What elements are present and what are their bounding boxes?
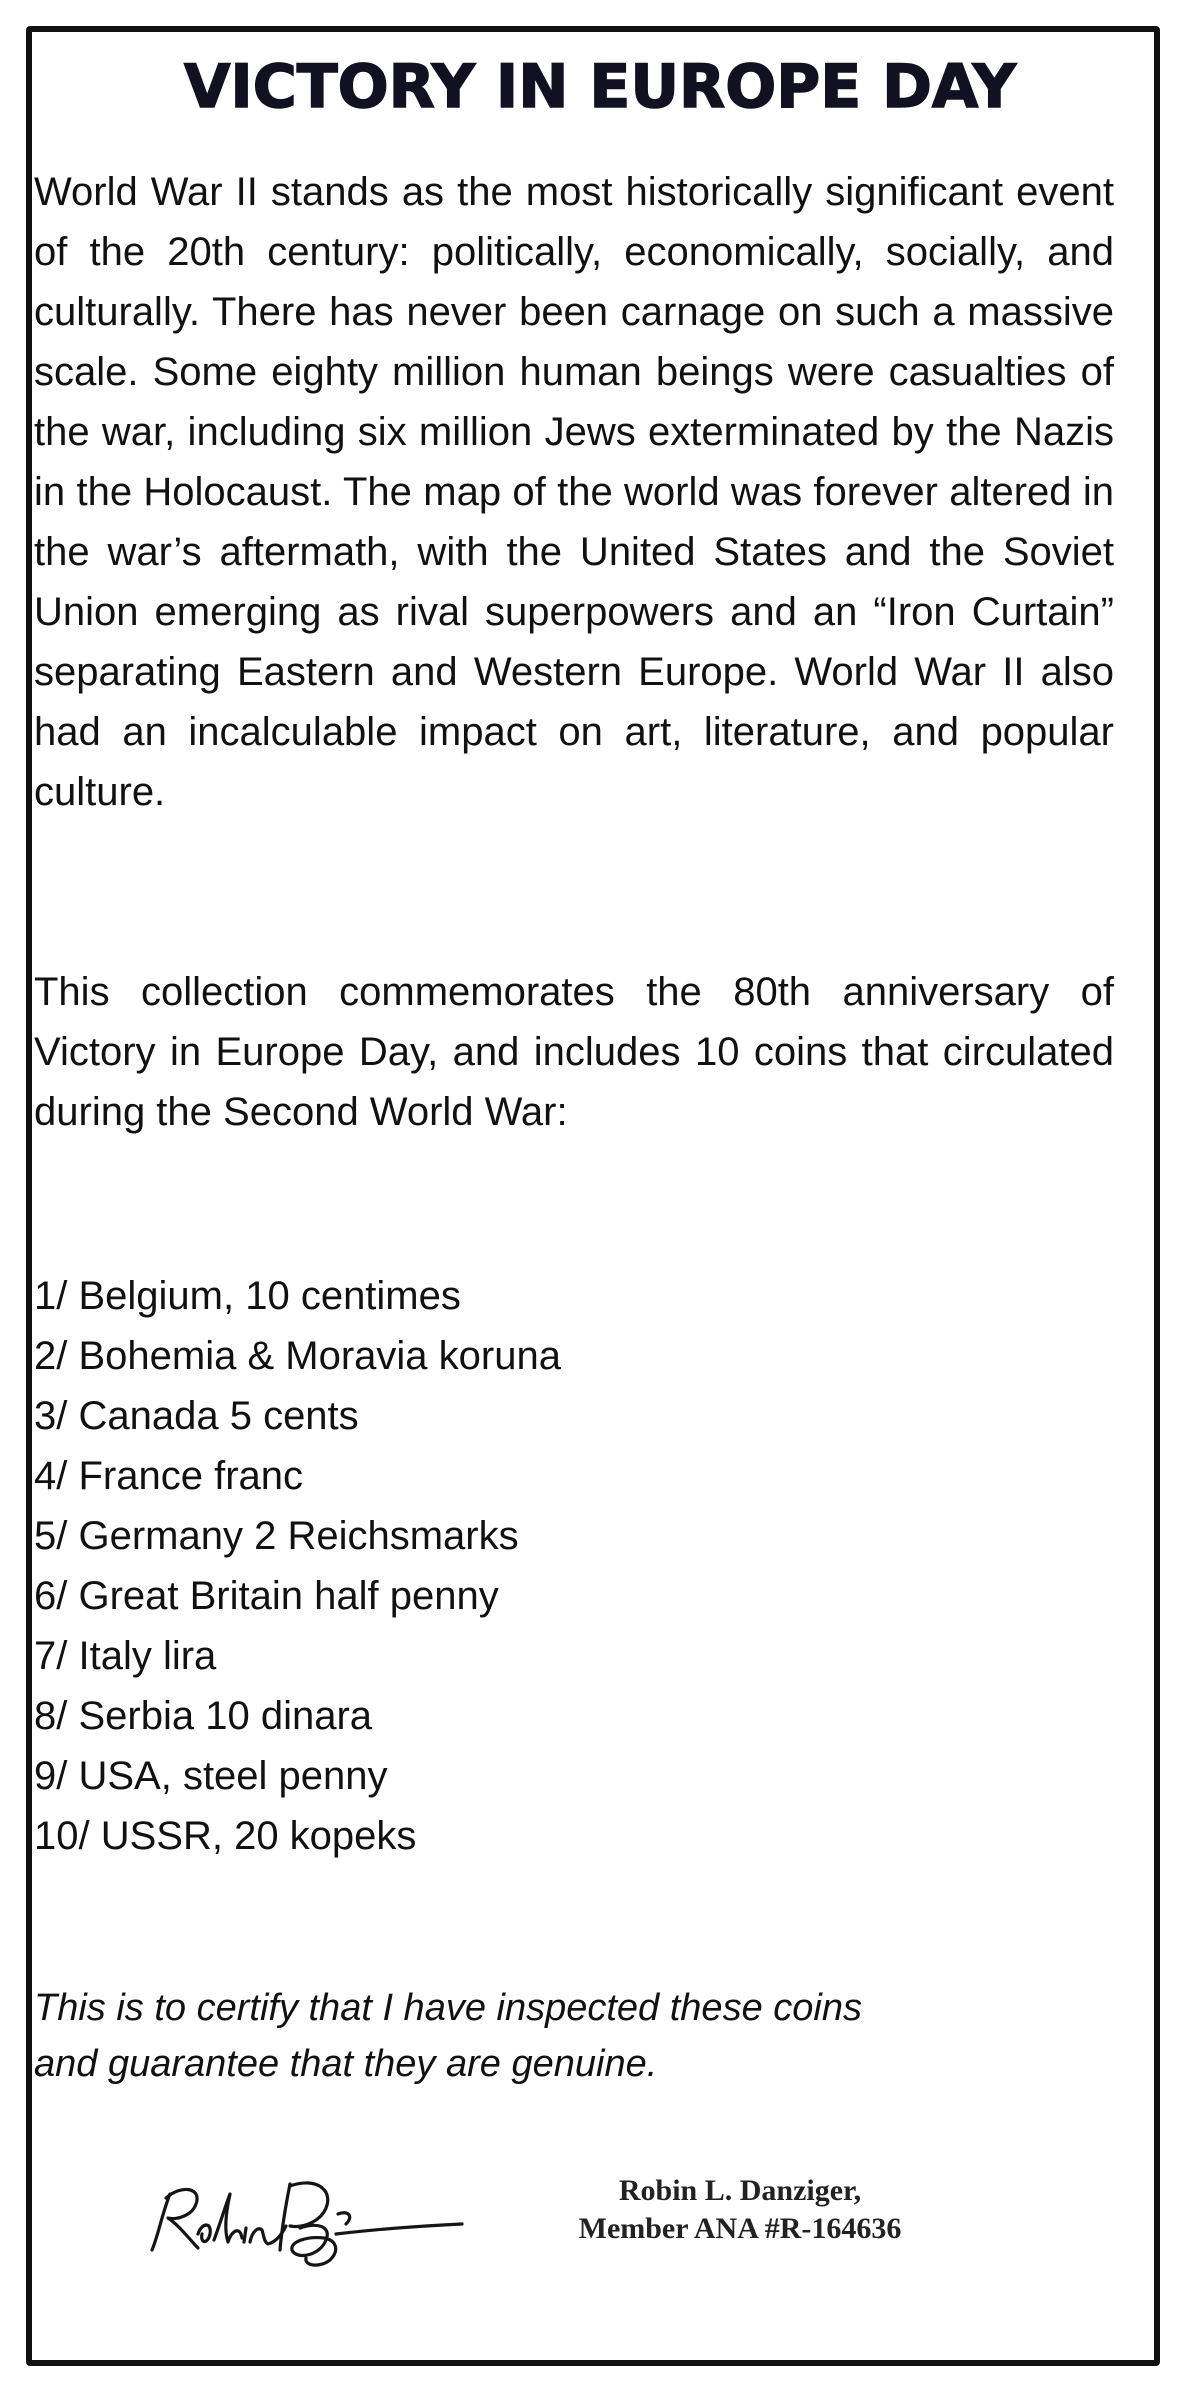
coin-list-item: 4/ France franc	[34, 1454, 304, 1498]
certification-line: and guarantee that they are genuine.	[34, 2043, 658, 2085]
coin-list-item: 10/ USSR, 20 kopeks	[34, 1814, 417, 1858]
certificate-title: VICTORY IN EUROPE DAY	[183, 52, 1017, 122]
collection-paragraph: This collection commemorates the 80th anniversary of Victory in Europe Day, and includes 10 coins that circulated during the Second World War:	[34, 970, 1114, 1134]
history-paragraph: World War II stands as the most historically significant event of the 20th century: politically, economically, socially, and culturally. There has never been carnage on such a massive scale. Some eighty million human beings were casualties of the war, including six million Jews exterminated by the Nazis in the Holocaust. The map of the world was forever altered in the war’s aftermath, with the United States and the Soviet Union emerging as rival superpowers and an “Iron Curtain” separating Eastern and Western Europe. World War II also had an incalculable impact on art, literature, and popular culture.	[34, 170, 1114, 814]
signer-membership: Member ANA #R-164636	[578, 2212, 902, 2245]
signer-block	[530, 2172, 950, 2248]
coin-list-item: 9/ USA, steel penny	[34, 1754, 388, 1798]
handwritten-signature	[140, 2164, 470, 2274]
coin-list-item: 3/ Canada 5 cents	[34, 1394, 359, 1438]
coin-list-item: 5/ Germany 2 Reichsmarks	[34, 1514, 519, 1558]
coin-list	[34, 1266, 561, 1866]
certification-statement	[34, 1980, 862, 2092]
coin-list-item: 7/ Italy lira	[34, 1634, 217, 1678]
certification-line: This is to certify that I have inspected these coins	[34, 1987, 862, 2029]
coin-list-item: 2/ Bohemia & Moravia koruna	[34, 1334, 561, 1378]
coin-list-item: 6/ Great Britain half penny	[34, 1574, 499, 1618]
coin-list-item: 1/ Belgium, 10 centimes	[34, 1274, 461, 1318]
signer-name: Robin L. Danziger,	[618, 2174, 862, 2207]
coin-list-item: 8/ Serbia 10 dinara	[34, 1694, 373, 1738]
